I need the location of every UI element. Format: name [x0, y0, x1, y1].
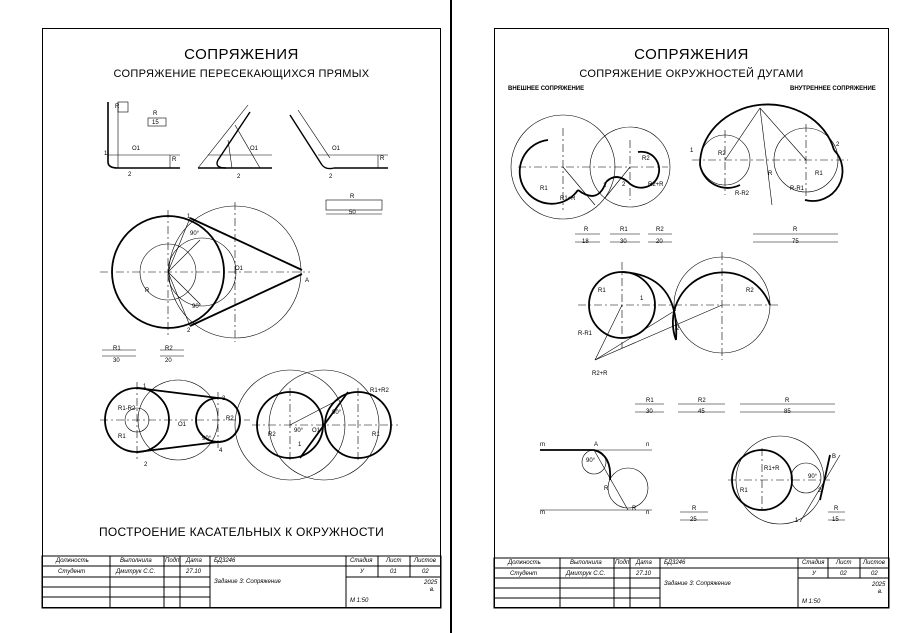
svg-text:50: 50	[349, 210, 356, 216]
tb-right-col-podp: Подп.	[615, 560, 631, 566]
tb-left-sheet: 01	[390, 569, 397, 575]
svg-text:O1: O1	[332, 146, 341, 152]
tb-left-stadiya: У	[360, 569, 364, 575]
svg-text:2: 2	[818, 488, 822, 494]
label-15: 15	[152, 120, 159, 126]
mixed-fillet-drawing	[578, 252, 778, 360]
svg-text:90°: 90°	[586, 458, 596, 464]
tb-right-scale: М 1:50	[802, 599, 821, 605]
right-sheet-subtitle: СОПРЯЖЕНИЕ ОКРУЖНОСТЕЙ ДУГАМИ	[579, 68, 804, 80]
tb-right-name: Дмитрук С.С.	[566, 571, 606, 577]
svg-text:R1+R: R1+R	[764, 466, 780, 472]
svg-text:20: 20	[165, 358, 172, 364]
svg-text:R: R	[584, 227, 589, 233]
svg-text:R1+R2: R1+R2	[370, 388, 389, 394]
tb-right-sheets: 02	[871, 571, 878, 577]
svg-text:1: 1	[795, 518, 799, 524]
tb-right-task: Задание 3: Сопряжение	[664, 581, 731, 587]
svg-text:1: 1	[104, 151, 108, 157]
svg-text:R1-R2: R1-R2	[118, 406, 136, 412]
svg-text:90°: 90°	[190, 231, 200, 237]
svg-text:18: 18	[582, 239, 589, 245]
svg-text:R: R	[380, 156, 385, 162]
svg-text:R1: R1	[113, 346, 121, 352]
svg-text:R2: R2	[268, 432, 276, 438]
svg-text:R2: R2	[226, 416, 234, 422]
svg-text:85: 85	[784, 409, 791, 415]
svg-text:R1: R1	[598, 288, 606, 294]
svg-text:90°: 90°	[808, 474, 818, 480]
svg-text:R: R	[632, 506, 637, 512]
svg-text:4: 4	[219, 448, 223, 454]
svg-text:3: 3	[222, 396, 226, 402]
tb-right-sheet: 02	[840, 571, 847, 577]
svg-text:2: 2	[622, 182, 626, 188]
svg-text:2: 2	[128, 172, 132, 178]
svg-text:1: 1	[187, 214, 191, 220]
svg-text:R2: R2	[656, 227, 664, 233]
tb-left-year: 2025	[424, 580, 438, 586]
svg-text:15: 15	[832, 517, 839, 523]
svg-text:R1: R1	[118, 434, 126, 440]
svg-text:O1: O1	[312, 428, 321, 434]
tb-left-col-data: Дата	[186, 558, 202, 564]
svg-text:R2: R2	[642, 156, 650, 162]
svg-text:n: n	[646, 510, 650, 516]
tb-left-col-list: Лист	[386, 558, 402, 564]
svg-text:30: 30	[620, 239, 627, 245]
tb-right-stadiya: У	[812, 571, 816, 577]
svg-text:25: 25	[690, 517, 697, 523]
label-external-fillet: ВНЕШНЕЕ СОПРЯЖЕНИЕ	[508, 86, 585, 92]
svg-text:R2: R2	[165, 346, 173, 352]
svg-text:R: R	[604, 486, 609, 492]
svg-text:R1: R1	[646, 398, 654, 404]
external-fillet-drawing	[511, 115, 670, 219]
svg-text:90°: 90°	[202, 436, 212, 442]
svg-text:1: 1	[640, 296, 644, 302]
tb-right-col-listov: Листов	[863, 560, 885, 566]
svg-text:2: 2	[676, 326, 680, 332]
svg-text:m: m	[540, 510, 545, 516]
tb-right-code: БД3246	[664, 560, 686, 566]
svg-text:1: 1	[603, 183, 607, 189]
right-sheet-title: СОПРЯЖЕНИЯ	[634, 46, 749, 63]
label-internal-fillet: ВНУТРЕННЕЕ СОПРЯЖЕНИЕ	[790, 86, 876, 92]
svg-text:R1: R1	[740, 488, 748, 494]
svg-text:m: m	[540, 442, 545, 448]
svg-text:1: 1	[690, 148, 694, 154]
tb-left-col-stadiya: Стадия	[350, 558, 373, 564]
tb-left-code: БД3246	[214, 558, 236, 564]
tb-left-name: Дмитрук С.С.	[116, 569, 156, 575]
svg-text:2: 2	[836, 142, 840, 148]
tb-left-col-listov: Листов	[414, 558, 436, 564]
svg-text:20: 20	[656, 239, 663, 245]
tb-left-col-podp: Подп.	[165, 558, 181, 564]
label-r: R	[115, 104, 120, 110]
internal-fillet-drawing	[692, 104, 848, 205]
svg-text:2: 2	[237, 174, 241, 180]
svg-text:R2: R2	[746, 288, 754, 294]
svg-text:R1: R1	[620, 227, 628, 233]
svg-text:R: R	[768, 171, 773, 177]
tb-right-year: 2025	[872, 582, 886, 588]
svg-text:O1: O1	[250, 146, 259, 152]
svg-text:n: n	[646, 442, 650, 448]
svg-text:90°: 90°	[192, 304, 202, 310]
svg-text:R2+R: R2+R	[648, 182, 664, 188]
line-circle-fillet-drawing	[540, 450, 652, 510]
svg-text:30: 30	[113, 358, 120, 364]
tb-right-col-list: Лист	[836, 560, 852, 566]
svg-text:90°: 90°	[332, 410, 342, 416]
tb-right-col-vypolnila: Выполнила	[570, 560, 602, 566]
tb-left-sheets: 02	[422, 569, 429, 575]
svg-text:1: 1	[298, 442, 302, 448]
svg-text:O1: O1	[132, 146, 141, 152]
svg-text:R1: R1	[815, 171, 823, 177]
svg-text:R1+R: R1+R	[560, 196, 576, 202]
tb-right-year-suffix: в.	[878, 589, 883, 595]
tb-left-date: 27.10	[186, 569, 202, 575]
svg-text:R: R	[153, 111, 158, 117]
tb-left-year-suffix: в.	[430, 587, 435, 593]
svg-text:R2: R2	[698, 398, 706, 404]
svg-text:O1: O1	[235, 266, 244, 272]
left-sheet-subtitle: СОПРЯЖЕНИЕ ПЕРЕСЕКАЮЩИХСЯ ПРЯМЫХ	[113, 68, 370, 80]
svg-text:R-R2: R-R2	[735, 191, 750, 197]
svg-text:R2: R2	[718, 151, 726, 157]
svg-text:O1: O1	[178, 422, 187, 428]
tb-right-date: 27.10	[636, 571, 652, 577]
tb-right-role: Студент	[510, 571, 538, 577]
svg-text:2: 2	[329, 174, 333, 180]
svg-text:R2+R: R2+R	[592, 371, 608, 377]
tb-left-scale: М 1:50	[350, 598, 369, 604]
tb-right-col-data: Дата	[636, 560, 652, 566]
svg-text:2: 2	[187, 328, 191, 334]
svg-text:R1: R1	[540, 186, 548, 192]
svg-text:90°: 90°	[294, 428, 304, 434]
svg-text:R: R	[692, 506, 697, 512]
svg-text:B: B	[832, 454, 837, 460]
tb-right-col-dolzhnost: Должность	[508, 560, 541, 566]
svg-text:A: A	[594, 442, 599, 448]
svg-text:R: R	[172, 157, 177, 163]
svg-text:R: R	[793, 227, 798, 233]
svg-text:45: 45	[698, 409, 705, 415]
svg-text:A: A	[305, 278, 310, 284]
svg-text:R: R	[785, 398, 790, 404]
tb-left-col-vypolnila: Выполнила	[120, 558, 152, 564]
svg-text:1: 1	[143, 384, 147, 390]
svg-text:75: 75	[792, 239, 799, 245]
tb-left-role: Студент	[58, 569, 86, 575]
svg-text:R: R	[350, 194, 355, 200]
svg-text:R-R1: R-R1	[790, 186, 805, 192]
left-sheet-bottom-title: ПОСТРОЕНИЕ КАСАТЕЛЬНЫХ К ОКРУЖНОСТИ	[99, 525, 384, 539]
svg-text:R-R1: R-R1	[578, 331, 593, 337]
arc-line-fillet-drawing	[728, 436, 840, 524]
left-sheet-title: СОПРЯЖЕНИЯ	[184, 46, 299, 63]
svg-text:30: 30	[646, 409, 653, 415]
svg-text:R: R	[145, 288, 150, 294]
svg-text:2: 2	[144, 462, 148, 468]
tb-left-col-dolzhnost: Должность	[56, 558, 89, 564]
tb-right-col-stadiya: Стадия	[802, 560, 825, 566]
svg-text:R1: R1	[372, 432, 380, 438]
tb-left-task: Задание 3: Сопряжение	[214, 579, 281, 585]
svg-text:R: R	[834, 506, 839, 512]
